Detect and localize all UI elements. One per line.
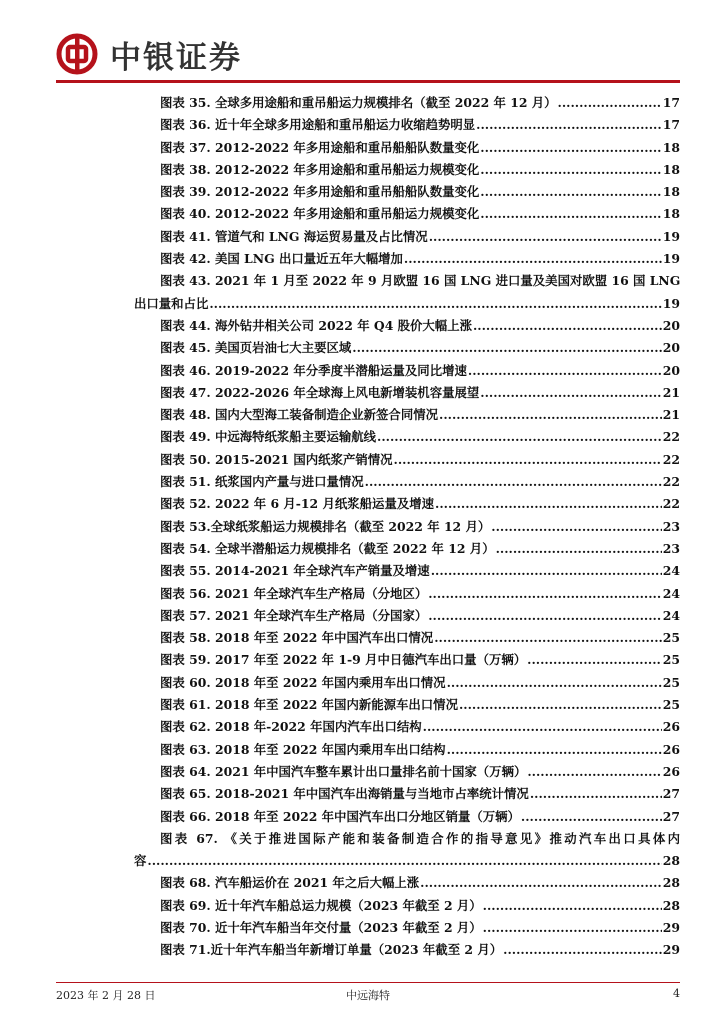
toc-entry[interactable] — [160, 538, 680, 560]
dot-leader — [480, 382, 661, 404]
toc-entry[interactable] — [134, 828, 680, 873]
dot-leader — [147, 850, 661, 872]
toc-entry-title: 图表 38. 2012-2022 年多用途船和重吊船运力规模变化 — [160, 161, 480, 177]
company-name: 中远海特 — [346, 989, 390, 1002]
toc-entry[interactable] — [160, 493, 680, 515]
toc-entry-page: 17 — [662, 117, 680, 133]
dot-leader — [503, 939, 662, 961]
toc-entry-title: 图表 52. 2022 年 6 月-12 月纸浆船运量及增速 — [160, 496, 435, 512]
dot-leader — [434, 627, 662, 649]
page-footer — [56, 987, 680, 1003]
toc-entry[interactable] — [160, 181, 680, 203]
toc-entry-page: 23 — [662, 518, 680, 534]
toc-entry[interactable] — [160, 605, 680, 627]
toc-entry-title: 图表 70. 近十年汽车船当年交付量（2023 年截至 2 月） — [160, 919, 482, 935]
toc-entry-title: 图表 53.全球纸浆船运力规模排名（截至 2022 年 12 月） — [160, 518, 491, 534]
toc-entry-title: 图表 46. 2019-2022 年分季度半潜船运量及同比增速 — [160, 362, 467, 378]
bank-of-china-logo-icon — [56, 33, 98, 75]
dot-leader — [423, 716, 662, 738]
toc-entry-page: 27 — [662, 786, 680, 802]
dot-leader — [558, 92, 662, 114]
toc-entry-title: 图表 39. 2012-2022 年多用途船和重吊船船队数量变化 — [160, 184, 480, 200]
toc-entry[interactable] — [160, 694, 680, 716]
toc-entry[interactable] — [160, 806, 680, 828]
figure-list — [134, 92, 681, 962]
dot-leader — [483, 917, 662, 939]
toc-entry-page: 18 — [662, 161, 680, 177]
toc-entry-page: 28 — [662, 897, 680, 913]
dot-leader — [428, 583, 662, 605]
toc-entry-title: 图表 51. 纸浆国内产量与进口量情况 — [160, 474, 364, 490]
toc-entry[interactable] — [160, 672, 680, 694]
dot-leader — [459, 694, 662, 716]
toc-entry[interactable] — [160, 159, 680, 181]
toc-entry-page: 24 — [662, 585, 680, 601]
toc-entry-page: 20 — [662, 340, 680, 356]
toc-entry-title: 图表 59. 2017 年至 2022 年 1-9 月中日德汽车出口量（万辆） — [160, 652, 527, 668]
toc-entry[interactable] — [160, 895, 680, 917]
toc-entry-page: 21 — [662, 407, 680, 423]
page-header — [56, 30, 242, 78]
dot-leader — [365, 471, 662, 493]
toc-entry-title: 图表 36. 近十年全球多用途船和重吊船运力收缩趋势明显 — [160, 117, 476, 133]
toc-entry[interactable] — [160, 137, 680, 159]
dot-leader — [420, 872, 662, 894]
toc-entry-page: 18 — [662, 206, 680, 222]
toc-entry-page: 20 — [662, 362, 680, 378]
toc-entry-page: 28 — [662, 875, 680, 891]
toc-entry[interactable] — [134, 270, 681, 315]
dot-leader — [480, 137, 661, 159]
dot-leader — [480, 159, 661, 181]
dot-leader — [468, 360, 662, 382]
brand-name: 中银证券 — [110, 39, 242, 76]
dot-leader — [435, 493, 662, 515]
toc-entry-title-continued: 出口量和占比 — [134, 295, 209, 311]
toc-entry[interactable] — [160, 92, 680, 114]
header-divider — [56, 80, 680, 83]
dot-leader — [473, 315, 662, 337]
toc-entry-title: 图表 43. 2021 年 1 月至 2022 年 9 月欧盟 16 国 LNG 进口量及美国对欧盟 16 国 LNG — [160, 273, 681, 289]
toc-entry-title: 图表 40. 2012-2022 年多用途船和重吊船运力规模变化 — [160, 206, 480, 222]
toc-entry[interactable] — [160, 226, 680, 248]
toc-entry[interactable] — [160, 761, 680, 783]
toc-entry-page: 22 — [662, 496, 680, 512]
toc-entry-page: 19 — [662, 251, 680, 267]
toc-entry-page: 22 — [662, 429, 680, 445]
toc-entry-page: 21 — [662, 384, 680, 400]
dot-leader — [483, 895, 662, 917]
toc-entry-title-continued: 容 — [134, 853, 147, 869]
toc-entry-page: 26 — [662, 719, 680, 735]
footer-divider — [56, 982, 680, 983]
dot-leader — [530, 783, 662, 805]
dot-leader — [527, 761, 661, 783]
toc-entry-page: 18 — [662, 139, 680, 155]
toc-entry-page: 24 — [662, 563, 680, 579]
toc-entry-page: 23 — [662, 540, 680, 556]
toc-entry-title: 图表 56. 2021 年全球汽车生产格局（分地区） — [160, 585, 428, 601]
toc-entry-page: 25 — [662, 630, 680, 646]
toc-entry-page: 25 — [662, 674, 680, 690]
toc-entry-title: 图表 55. 2014-2021 年全球汽车产销量及增速 — [160, 563, 430, 579]
toc-entry-title: 图表 65. 2018-2021 年中国汽车出海销量与当地市占率统计情况 — [160, 786, 529, 802]
toc-entry-title: 图表 69. 近十年汽车船总运力规模（2023 年截至 2 月） — [160, 897, 482, 913]
toc-entry-title: 图表 57. 2021 年全球汽车生产格局（分国家） — [160, 607, 428, 623]
toc-entry[interactable] — [160, 360, 680, 382]
page-number: 4 — [673, 987, 680, 1000]
dot-leader — [377, 426, 662, 448]
toc-entry[interactable] — [160, 627, 680, 649]
toc-entry-title: 图表 37. 2012-2022 年多用途船和重吊船船队数量变化 — [160, 139, 480, 155]
dot-leader — [352, 337, 661, 359]
toc-entry-title: 图表 64. 2021 年中国汽车整车累计出口量排名前十国家（万辆） — [160, 763, 527, 779]
toc-entry-page: 29 — [662, 919, 680, 935]
toc-entry[interactable] — [160, 649, 680, 671]
toc-entry-title: 图表 35. 全球多用途船和重吊船运力规模排名（截至 2022 年 12 月） — [160, 95, 557, 110]
toc-entry-page: 22 — [662, 451, 680, 467]
toc-entry-title: 图表 67. 《关于推进国际产能和装备制造合作的指导意见》推动汽车出口具体内 — [160, 830, 680, 846]
toc-entry-title: 图表 50. 2015-2021 国内纸浆产销情况 — [160, 451, 393, 467]
toc-entry-title: 图表 68. 汽车船运价在 2021 年之后大幅上涨 — [160, 875, 420, 891]
dot-leader — [447, 739, 662, 761]
dot-leader — [428, 605, 662, 627]
toc-entry-page: 19 — [662, 228, 680, 244]
toc-entry[interactable] — [160, 114, 680, 136]
toc-entry[interactable] — [160, 583, 680, 605]
toc-entry-title: 图表 45. 美国页岩油七大主要区域 — [160, 340, 352, 356]
toc-entry[interactable] — [160, 917, 680, 939]
toc-entry-title: 图表 63. 2018 年至 2022 年国内乘用车出口结构 — [160, 741, 446, 757]
dot-leader — [429, 226, 662, 248]
dot-leader — [476, 114, 662, 136]
toc-entry-title: 图表 49. 中远海特纸浆船主要运输航线 — [160, 429, 377, 445]
toc-entry-page: 26 — [662, 741, 680, 757]
toc-entry-page: 28 — [662, 853, 680, 869]
toc-entry[interactable] — [160, 337, 680, 359]
dot-leader — [480, 203, 661, 225]
dot-leader — [496, 538, 662, 560]
toc-entry-title: 图表 61. 2018 年至 2022 年国内新能源车出口情况 — [160, 697, 458, 713]
toc-entry-title: 图表 66. 2018 年至 2022 年中国汽车出口分地区销量（万辆） — [160, 808, 520, 824]
dot-leader — [209, 293, 661, 315]
toc-entry[interactable] — [160, 203, 680, 225]
toc-entry[interactable] — [160, 248, 680, 270]
dot-leader — [527, 649, 662, 671]
report-date: 2023 年 2 月 28 日 — [56, 989, 156, 1002]
toc-entry-page: 29 — [662, 942, 680, 958]
toc-entry-title: 图表 48. 国内大型海工装备制造企业新签合同情况 — [160, 407, 438, 423]
dot-leader — [491, 516, 661, 538]
toc-entry[interactable] — [160, 449, 680, 471]
dot-leader — [439, 404, 662, 426]
toc-entry[interactable] — [160, 382, 680, 404]
toc-entry-page: 25 — [662, 697, 680, 713]
toc-entry-title: 图表 54. 全球半潜船运力规模排名（截至 2022 年 12 月） — [160, 540, 495, 556]
toc-entry-page: 17 — [662, 95, 680, 110]
dot-leader — [447, 672, 662, 694]
toc-entry[interactable] — [160, 516, 680, 538]
toc-entry[interactable] — [160, 872, 680, 894]
toc-entry[interactable] — [160, 739, 680, 761]
toc-entry-title: 图表 71.近十年汽车船当年新增订单量（2023 年截至 2 月） — [160, 942, 503, 958]
dot-leader — [404, 248, 662, 270]
toc-entry-page: 19 — [662, 295, 680, 311]
toc-entry-title: 图表 41. 管道气和 LNG 海运贸易量及占比情况 — [160, 228, 428, 244]
dot-leader — [521, 806, 662, 828]
toc-entry-title: 图表 58. 2018 年至 2022 年中国汽车出口情况 — [160, 630, 434, 646]
toc-entry[interactable] — [160, 716, 680, 738]
toc-entry[interactable] — [160, 939, 680, 961]
toc-entry[interactable] — [160, 783, 680, 805]
toc-entry-page: 26 — [662, 763, 680, 779]
toc-entry-title: 图表 44. 海外钻井相关公司 2022 年 Q4 股价大幅上涨 — [160, 317, 472, 333]
toc-entry[interactable] — [160, 404, 680, 426]
toc-entry-title: 图表 42. 美国 LNG 出口量近五年大幅增加 — [160, 251, 403, 267]
toc-entry-page: 20 — [662, 317, 680, 333]
toc-entry-title: 图表 62. 2018 年-2022 年国内汽车出口结构 — [160, 719, 422, 735]
toc-entry-title: 图表 60. 2018 年至 2022 年国内乘用车出口情况 — [160, 674, 446, 690]
toc-entry-page: 24 — [662, 607, 680, 623]
toc-entry-page: 22 — [662, 474, 680, 490]
toc-entry-page: 18 — [662, 184, 680, 200]
toc-entry-page: 25 — [662, 652, 680, 668]
toc-entry[interactable] — [160, 315, 680, 337]
dot-leader — [394, 449, 662, 471]
toc-entry[interactable] — [160, 426, 680, 448]
toc-entry-title: 图表 47. 2022-2026 年全球海上风电新增装机容量展望 — [160, 384, 480, 400]
dot-leader — [480, 181, 661, 203]
toc-entry-page: 27 — [662, 808, 680, 824]
toc-entry[interactable] — [160, 560, 680, 582]
toc-entry[interactable] — [160, 471, 680, 493]
dot-leader — [431, 560, 662, 582]
